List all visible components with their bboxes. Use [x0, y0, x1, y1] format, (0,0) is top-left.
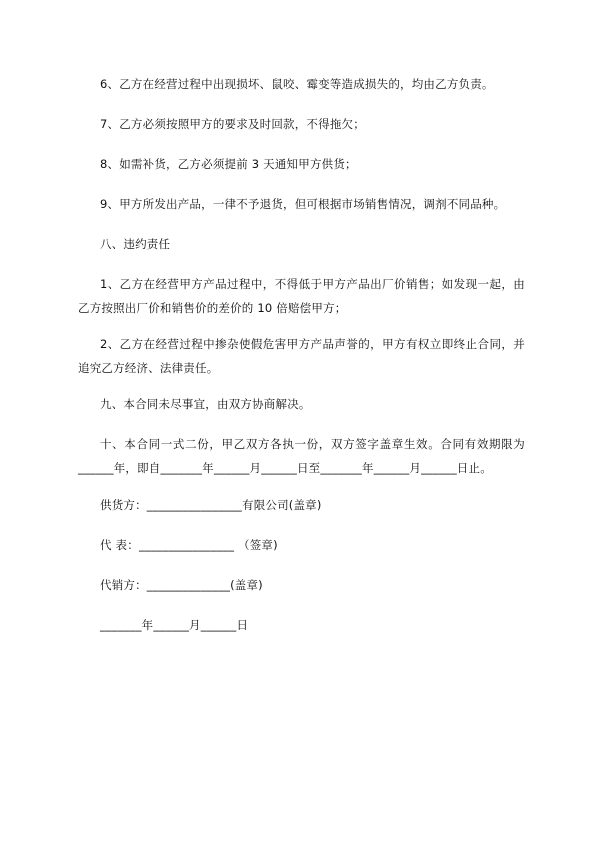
clause-7: 7、乙方必须按照甲方的要求及时回款，不得拖欠；: [100, 117, 365, 131]
section-nine: 九、本合同未尽事宜，由双方协商解决。: [100, 397, 311, 411]
clause-6: 6、乙方在经营过程中出现损坏、鼠咬、霉变等造成损失的，均由乙方负责。: [100, 77, 494, 91]
signature-supplier: 供货方：________________有限公司(盖章): [100, 498, 322, 512]
signature-distributor: 代销方：______________(盖章): [100, 578, 263, 592]
breach-clause-1: [78, 272, 525, 320]
breach-clause-1-text: 1、乙方在经营甲方产品过程中，不得低于甲方产品出厂价销售；如发现一起，由乙方按照出厂价和销售价的差价的 10 倍赔偿甲方；: [78, 277, 525, 315]
clause-9: 9、甲方所发出产品，一律不予退货，但可根据市场销售情况，调剂不同品种。: [100, 197, 506, 211]
signature-date: _______年______月______日: [100, 618, 249, 632]
signature-representative: 代 表：________________ （签章): [100, 538, 278, 552]
breach-clause-2-text: 2、乙方在经营过程中掺杂使假危害甲方产品声誉的，甲方有权立即终止合同，并追究乙方经济、法律责任。: [78, 337, 525, 375]
section-ten: [78, 432, 525, 480]
section-heading-breach: 八、违约责任: [100, 237, 171, 251]
breach-clause-2: [78, 332, 525, 380]
section-ten-text: 十、本合同一式二份，甲乙双方各执一份，双方签字盖章生效。合同有效期限为______年，即自_______年______月______日至_______年______月______日止。: [78, 437, 525, 475]
clause-8: 8、如需补货，乙方必须提前 3 天通知甲方供货；: [100, 157, 357, 171]
